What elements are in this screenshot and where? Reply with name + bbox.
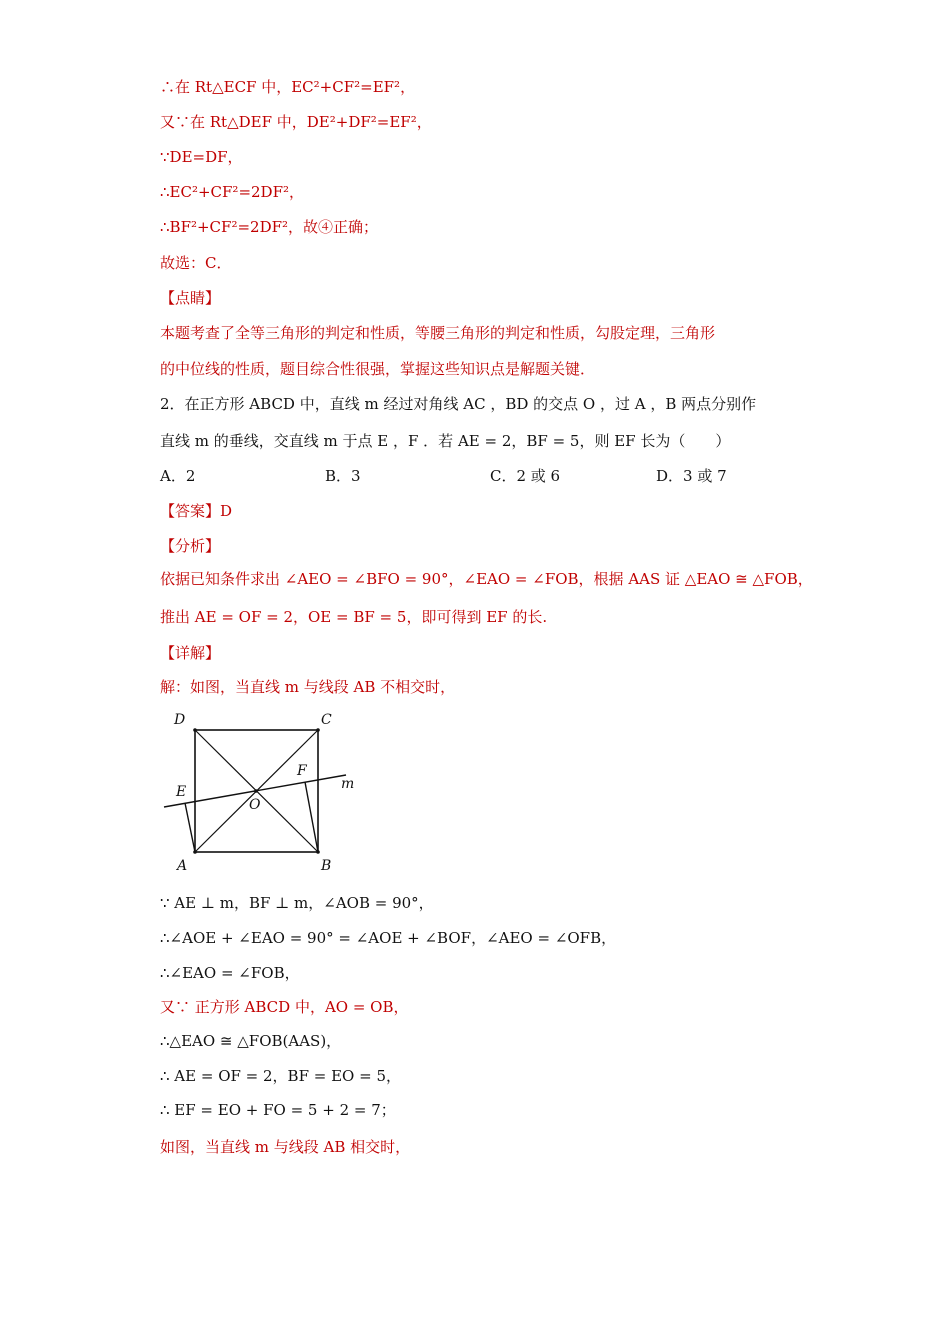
proof-line: ∵ AE ⊥ m，BF ⊥ m，∠AOB = 90°， — [160, 894, 434, 912]
text-line: 故选：C． — [160, 254, 232, 272]
text-line: 解：如图，当直线 m 与线段 AB 不相交时， — [160, 678, 456, 696]
proof-line: ∴∠EAO = ∠FOB， — [160, 964, 300, 982]
text-line: 的中位线的性质，题目综合性很强，掌握这些知识点是解题关键． — [160, 360, 596, 378]
option-c: C．2 或 6 — [490, 467, 561, 485]
option-a: A．2 — [160, 467, 196, 485]
proof-line: ∴ EF = EO + FO = 5 + 2 = 7； — [160, 1101, 396, 1119]
text-line: 推出 AE = OF = 2，OE = BF = 5，即可得到 EF 的长. — [160, 608, 548, 626]
section-heading: 【分析】 — [160, 537, 221, 555]
proof-line: 如图，当直线 m 与线段 AB 相交时， — [160, 1138, 411, 1156]
answer-heading: 【答案】D — [160, 502, 233, 520]
question-stem: 2．在正方形 ABCD 中，直线 m 经过对角线 AC ，BD 的交点 O ，过 A ，B 两点分别作 — [160, 395, 757, 413]
square-figure — [160, 706, 370, 876]
text-line: ∴EC²+CF²=2DF²， — [160, 183, 305, 201]
label-d: D — [174, 712, 186, 728]
text-line: ∴在 Rt△ECF 中，EC²+CF²=EF²， — [160, 78, 416, 96]
label-e: E — [176, 784, 187, 800]
question-stem: 直线 m 的垂线，交直线 m 于点 E ，F ．若 AE = 2，BF = 5，则 EF 长为（ ） — [160, 432, 731, 450]
label-a: A — [177, 858, 188, 874]
proof-line: ∴∠AOE + ∠EAO = 90° = ∠AOE + ∠BOF，∠AEO = ∠OFB， — [160, 929, 617, 947]
segment-ae — [185, 803, 195, 852]
option-b: B．3 — [325, 467, 361, 485]
label-b: B — [321, 858, 332, 874]
text-line: 本题考查了全等三角形的判定和性质，等腰三角形的判定和性质，勾股定理，三角形 — [160, 324, 716, 342]
proof-line: ∴ AE = OF = 2，BF = EO = 5， — [160, 1067, 401, 1085]
text-line: 依据已知条件求出 ∠AEO = ∠BFO = 90°，∠EAO = ∠FOB，根据 AAS 证 △EAO ≅ △FOB， — [160, 570, 813, 588]
label-o: O — [249, 797, 261, 813]
text-line: ∵DE=DF， — [160, 148, 243, 166]
text-line: ∴BF²+CF²=2DF²，故④正确； — [160, 218, 379, 236]
proof-line: ∴△EAO ≅ △FOB(AAS)， — [160, 1032, 342, 1050]
section-heading: 【详解】 — [160, 644, 221, 662]
label-m: m — [341, 776, 355, 792]
proof-line: 又∵ 正方形 ABCD 中，AO = OB， — [160, 998, 409, 1016]
label-f: F — [297, 763, 307, 779]
text-line: 又∵在 Rt△DEF 中，DE²+DF²=EF²， — [160, 113, 432, 131]
option-d: D．3 或 7 — [656, 467, 727, 485]
label-c: C — [321, 712, 332, 728]
section-heading: 【点睛】 — [160, 289, 221, 307]
